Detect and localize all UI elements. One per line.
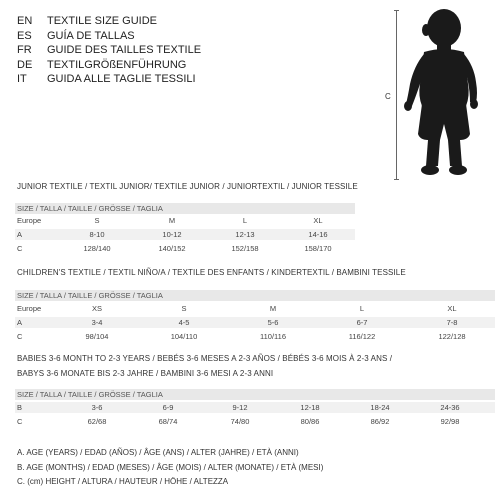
language-title: GUIDE DES TAILLES TEXTILE bbox=[47, 44, 202, 56]
row-label: C bbox=[17, 332, 23, 341]
table-cell: 12-18 bbox=[300, 403, 320, 412]
size-legend bbox=[17, 446, 323, 490]
table-cell: 62/68 bbox=[87, 417, 107, 426]
legend-item-age-years: A. AGE (YEARS) / EDAD (AÑOS) / ÂGE (ANS) / ALTER (JAHRE) / ETÀ (ANNI) bbox=[17, 448, 299, 457]
row-label: A bbox=[17, 230, 23, 239]
table-cell: 12-13 bbox=[235, 230, 255, 239]
child-silhouette-image bbox=[396, 6, 486, 178]
children-section-title: CHILDREN'S TEXTILE / TEXTIL NIÑO/A / TEXTILE DES ENFANTS / KINDERTEXTIL / BAMBINI TESSILE bbox=[17, 268, 406, 277]
table-cell: 98/104 bbox=[85, 332, 109, 341]
table-cell: 3-4 bbox=[91, 318, 103, 327]
babies-section-title-line1: BABIES 3-6 MONTH TO 2-3 YEARS / BEBÉS 3-6 MESES A 2-3 AÑOS / BÉBÉS 3-6 MOIS À 2-3 ANS / bbox=[17, 354, 393, 363]
row-label: C bbox=[17, 417, 23, 426]
table-cell: L bbox=[242, 216, 248, 225]
table-cell: 4-5 bbox=[178, 318, 190, 327]
table-cell: 24-36 bbox=[440, 403, 460, 412]
table-row bbox=[15, 416, 495, 427]
language-title: TEXTILE SIZE GUIDE bbox=[47, 15, 158, 27]
row-label: Europe bbox=[17, 216, 42, 225]
row-label: Europe bbox=[17, 304, 42, 313]
table-cell: 80/86 bbox=[300, 417, 320, 426]
table-cell: 8-10 bbox=[89, 230, 105, 239]
height-indicator-label: C bbox=[385, 92, 391, 101]
legend-item-age-months: B. AGE (MONTHS) / EDAD (MESES) / ÂGE (MOIS) / ALTER (MONATE) / ETÀ (MESI) bbox=[17, 462, 324, 472]
language-row-fr bbox=[17, 43, 201, 58]
junior-section-title: JUNIOR TEXTILE / TEXTIL JUNIOR/ TEXTILE JUNIOR / JUNIORTEXTIL / JUNIOR TESSILE bbox=[17, 182, 358, 191]
table-cell: S bbox=[94, 216, 100, 225]
language-title: GUÍA DE TALLAS bbox=[47, 29, 135, 42]
table-cell: 68/74 bbox=[158, 417, 178, 426]
table-cell: 92/98 bbox=[440, 417, 460, 426]
table-row bbox=[15, 331, 495, 342]
language-code: DE bbox=[17, 58, 33, 71]
table-cell: 140/152 bbox=[158, 244, 186, 253]
table-cell: 7-8 bbox=[446, 318, 458, 327]
table-cell: 86/92 bbox=[370, 417, 390, 426]
table-cell: XL bbox=[447, 304, 457, 313]
table-cell: 152/158 bbox=[231, 244, 259, 253]
table-cell: 116/122 bbox=[348, 332, 376, 341]
row-label: C bbox=[17, 244, 23, 253]
table-cell: 158/170 bbox=[304, 244, 332, 253]
table-cell: XS bbox=[91, 304, 102, 313]
table-row bbox=[15, 243, 355, 254]
language-code: EN bbox=[17, 15, 33, 27]
language-title-list bbox=[17, 14, 201, 87]
language-row-es bbox=[17, 29, 201, 44]
table-cell: XL bbox=[313, 216, 323, 225]
table-cell: 104/110 bbox=[170, 332, 198, 341]
language-code: IT bbox=[17, 73, 27, 85]
table-cell: 5-6 bbox=[267, 318, 279, 327]
language-title: GUIDA ALLE TAGLIE TESSILI bbox=[47, 73, 196, 85]
table-row bbox=[15, 303, 495, 314]
table-row bbox=[15, 317, 495, 328]
table-row bbox=[15, 229, 355, 240]
table-cell: 6-9 bbox=[162, 403, 174, 412]
language-row-de bbox=[17, 58, 201, 73]
table-cell: 122/128 bbox=[438, 332, 466, 341]
table-cell: 110/116 bbox=[260, 332, 286, 341]
table-cell: 14-16 bbox=[308, 230, 328, 239]
row-label: B bbox=[17, 403, 23, 412]
table-cell: 9-12 bbox=[232, 403, 248, 412]
legend-item-height: C. (cm) HEIGHT / ALTURA / HAUTEUR / HÖHE / ALTEZZA bbox=[17, 477, 229, 486]
table-cell: 6-7 bbox=[356, 318, 368, 327]
table-cell: L bbox=[359, 304, 365, 313]
table-cell: 10-12 bbox=[162, 230, 182, 239]
table-row bbox=[15, 402, 495, 413]
babies-table-header: SIZE / TALLA / TAILLE / GRÖSSE / TAGLIA bbox=[15, 389, 495, 400]
language-row-en bbox=[17, 14, 201, 29]
table-cell: M bbox=[168, 216, 176, 225]
language-code: FR bbox=[17, 44, 32, 56]
language-row-it bbox=[17, 72, 201, 87]
language-title: TEXTILGRÖßENFÜHRUNG bbox=[47, 58, 187, 71]
table-cell: 3-6 bbox=[91, 403, 103, 412]
table-cell: S bbox=[181, 304, 187, 313]
row-label: A bbox=[17, 318, 23, 327]
table-cell: 18-24 bbox=[370, 403, 390, 412]
table-row bbox=[15, 215, 355, 226]
table-cell: 128/140 bbox=[83, 244, 111, 253]
children-table-header: SIZE / TALLA / TAILLE / GRÖSSE / TAGLIA bbox=[15, 290, 495, 301]
table-cell: 74/80 bbox=[230, 417, 250, 426]
table-cell: M bbox=[269, 304, 277, 313]
language-code: ES bbox=[17, 29, 32, 42]
babies-section-title-line2: BABYS 3-6 MONATE BIS 2-3 JAHRE / BAMBINI 3-6 MESI A 2-3 ANNI bbox=[17, 369, 274, 378]
junior-table-header: SIZE / TALLA / TAILLE / GRÖSSE / TAGLIA bbox=[15, 203, 355, 214]
